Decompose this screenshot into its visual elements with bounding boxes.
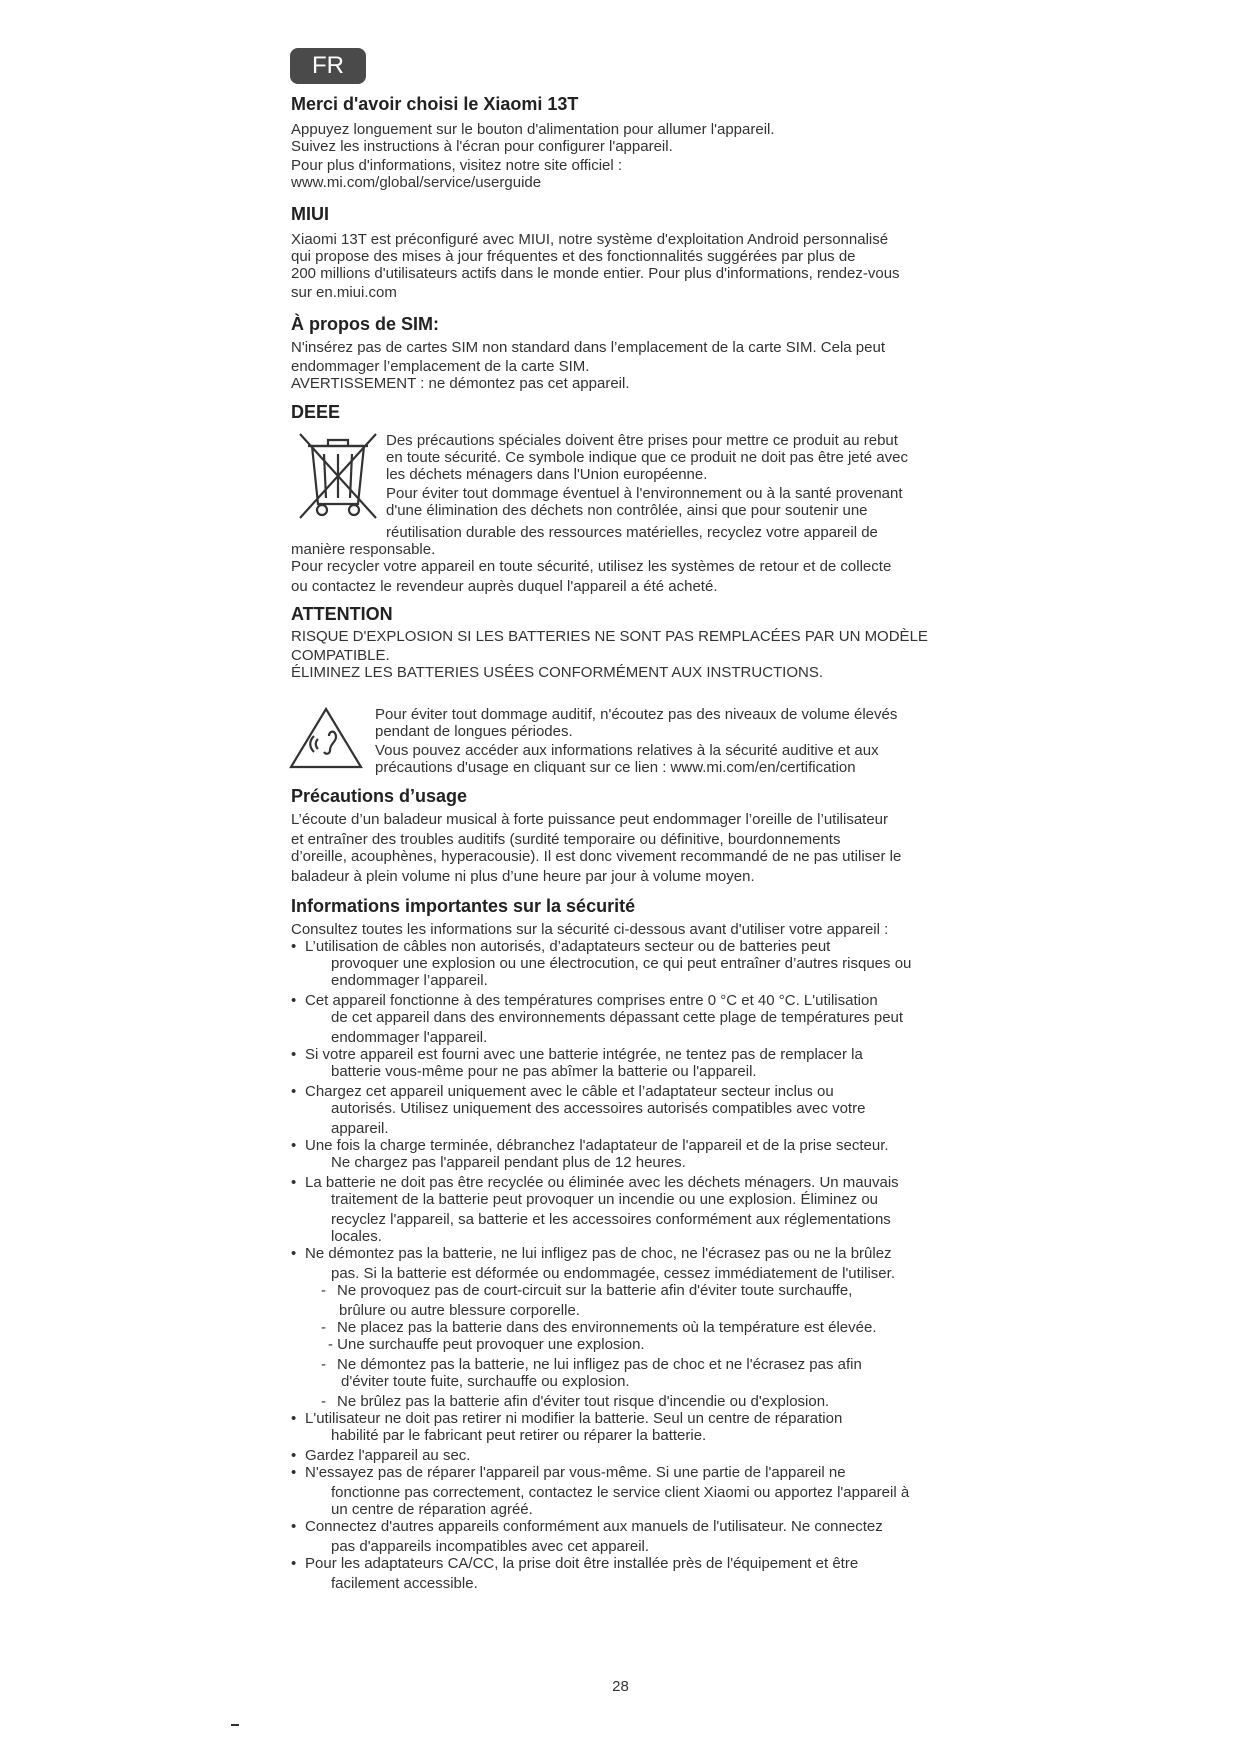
intro-line: Appuyez longuement sur le bouton d'alimentation pour allumer l'appareil. <box>291 121 775 138</box>
hearing-warning-icon <box>288 706 364 775</box>
usage-title: Précautions d’usage <box>291 786 468 806</box>
sim-line: N'insérez pas de cartes SIM non standard dans l’emplacement de la carte SIM. Cela peut <box>291 339 886 356</box>
userguide-link[interactable]: www.mi.com/global/service/userguide <box>291 174 542 191</box>
hearing-line: pendant de longues périodes. <box>375 723 573 740</box>
safety-sub-item: - Ne démontez pas la batterie, ne lui infligez pas de choc et ne l'écrasez pas afin d'éviter toute fuite, surchauffe ou explosion. <box>321 1356 862 1390</box>
miui-section <box>291 204 961 301</box>
deee-line: ou contactez le revendeur auprès duquel l'appareil a été acheté. <box>291 578 718 595</box>
safety-bullet: • N'essayez pas de réparer l'appareil par vous-même. Si une partie de l'appareil ne fonctionne pas correctement, contactez le service client Xiaomi ou apportez l'appareil à un centre de réparation agréé. <box>291 1464 961 1518</box>
deee-line: Des précautions spéciales doivent être prises pour mettre ce produit au rebut <box>386 432 898 449</box>
safety-bullet: • Chargez cet appareil uniquement avec le câble et l’adaptateur secteur inclus ou autorisés. Utilisez uniquement des accessoires autorisés compatibles avec votre appareil. <box>291 1083 961 1137</box>
deee-line: les déchets ménagers dans l'Union européenne. <box>386 466 708 483</box>
safety-sub-item: - Ne placez pas la batterie dans des environnements où la température est élevée. <box>321 1319 877 1336</box>
safety-bullet: • Gardez l'appareil au sec. <box>291 1447 961 1464</box>
safety-bullet: • Pour les adaptateurs CA/CC, la prise doit être installée près de l'équipement et être facilement accessible. <box>291 1555 961 1592</box>
hearing-line: Vous pouvez accéder aux informations relatives à la sécurité auditive et aux <box>375 742 879 759</box>
hearing-link-line[interactable]: précautions d'usage en cliquant sur ce lien : www.mi.com/en/certification <box>375 759 856 776</box>
attention-line: RISQUE D'EXPLOSION SI LES BATTERIES NE SONT PAS REMPLACÉES PAR UN MODÈLE <box>291 628 928 645</box>
deee-line: Pour recycler votre appareil en toute sécurité, utilisez les systèmes de retour et de collecte <box>291 558 892 575</box>
sim-title: À propos de SIM: <box>291 314 439 334</box>
safety-bullet: • Si votre appareil est fourni avec une batterie intégrée, ne tentez pas de remplacer la batterie vous-même pour ne pas abîmer la batterie ou l'appareil. <box>291 1046 961 1080</box>
hearing-line: Pour éviter tout dommage auditif, n'écoutez pas des niveaux de volume élevés <box>375 706 898 723</box>
usage-line: d’oreille, acouphènes, hyperacousie). Il est donc vivement recommandé de ne pas utiliser le <box>291 848 902 865</box>
attention-title: ATTENTION <box>291 604 393 624</box>
intro-line: Suivez les instructions à l'écran pour configurer l'appareil. <box>291 138 673 155</box>
deee-bottom-text <box>291 541 961 595</box>
miui-line: 200 millions d'utilisateurs actifs dans le monde entier. Pour plus d'informations, rendez-vous <box>291 265 900 282</box>
safety-bullet: • La batterie ne doit pas être recyclée ou éliminée avec les déchets ménagers. Un mauvais traitement de la batterie peut provoquer un incendie ou une explosion. Éliminez ou recyclez l'appareil, sa batterie et les accessoires conformément aux réglementations locales. <box>291 1174 961 1245</box>
hearing-text <box>375 706 965 776</box>
intro-title: Merci d'avoir choisi le Xiaomi 13T <box>291 94 579 114</box>
sim-line: endommager l’emplacement de la carte SIM. <box>291 358 590 375</box>
safety-bullet: • Une fois la charge terminée, débranchez l'adaptateur de l'appareil et de la prise secteur. Ne chargez pas l'appareil pendant plus de 12 heures. <box>291 1137 961 1171</box>
sim-warning: AVERTISSEMENT : ne démontez pas cet appareil. <box>291 375 630 392</box>
safety-section <box>291 896 961 1592</box>
usage-section <box>291 786 961 885</box>
safety-bullet: • L’utilisation de câbles non autorisés, d’adaptateurs secteur ou de batteries peut provoquer une explosion ou une électrocution, ce qui peut entraîner d’autres risques ou endommager l’appareil. <box>291 938 961 989</box>
safety-sub-item: - Ne brûlez pas la batterie afin d'éviter tout risque d'incendie ou d'explosion. <box>321 1393 830 1410</box>
page-number: 28 <box>612 1678 629 1695</box>
miui-title: MIUI <box>291 204 329 224</box>
intro-section <box>291 94 961 191</box>
crossed-out-wheelie-bin-icon <box>298 432 378 525</box>
deee-line: réutilisation durable des ressources matérielles, recyclez votre appareil de <box>386 524 878 541</box>
safety-sub-item: - Ne provoquez pas de court-circuit sur la batterie afin d'éviter toute surchauffe, brûlure ou autre blessure corporelle. <box>321 1282 853 1319</box>
usage-line: et entraîner des troubles auditifs (surdité temporaire ou définitive, bourdonnements <box>291 831 841 848</box>
deee-section <box>291 402 961 423</box>
safety-sub-item: - Une surchauffe peut provoquer une explosion. <box>328 1336 645 1353</box>
deee-line: manière responsable. <box>291 541 436 558</box>
attention-section <box>291 604 961 681</box>
safety-intro: Consultez toutes les informations sur la sécurité ci-dessous avant d'utiliser votre appareil : <box>291 921 889 938</box>
deee-title: DEEE <box>291 402 341 422</box>
sim-section <box>291 314 961 392</box>
usage-line: L’écoute d’un baladeur musical à forte puissance peut endommager l’oreille de l’utilisateur <box>291 811 889 828</box>
safety-bullet: • L'utilisateur ne doit pas retirer ni modifier la batterie. Seul un centre de réparation habilité par le fabricant peut retirer ou réparer la batterie. <box>291 1410 961 1444</box>
deee-line: d'une élimination des déchets non contrôlée, ainsi que pour soutenir une <box>386 502 868 519</box>
attention-line: ÉLIMINEZ LES BATTERIES USÉES CONFORMÉMENT AUX INSTRUCTIONS. <box>291 664 824 681</box>
miui-link[interactable]: sur en.miui.com <box>291 284 397 301</box>
safety-title: Informations importantes sur la sécurité <box>291 896 636 916</box>
deee-line: Pour éviter tout dommage éventuel à l'environnement ou à la santé provenant <box>386 485 903 502</box>
deee-side-text <box>386 432 966 541</box>
intro-line: Pour plus d'informations, visitez notre site officiel : <box>291 157 623 174</box>
deee-line: en toute sécurité. Ce symbole indique que ce produit ne doit pas être jeté avec <box>386 449 908 466</box>
safety-bullet: • Connectez d'autres appareils conformément aux manuels de l'utilisateur. Ne connectez pas d'appareils incompatibles avec cet appareil. <box>291 1518 961 1555</box>
attention-line: COMPATIBLE. <box>291 647 390 664</box>
safety-bullet: • Ne démontez pas la batterie, ne lui infligez pas de choc, ne l'écrasez pas ou ne la brûlez pas. Si la batterie est déformée ou endommagée, cessez immédiatement de l'utiliser. <box>291 1245 961 1282</box>
language-badge: FR <box>290 48 366 84</box>
usage-line: baladeur à plein volume ni plus d’une heure par jour à volume moyen. <box>291 868 755 885</box>
miui-line: qui propose des mises à jour fréquentes et des fonctionnalités suggérées par plus de <box>291 248 856 265</box>
edge-mark <box>231 1724 239 1726</box>
miui-line: Xiaomi 13T est préconfiguré avec MIUI, notre système d'exploitation Android personnalisé <box>291 231 889 248</box>
safety-bullet: • Cet appareil fonctionne à des températures comprises entre 0 °C et 40 °C. L'utilisation de cet appareil dans des environnements dépassant cette plage de températures peut endommager l'appareil. <box>291 992 961 1046</box>
